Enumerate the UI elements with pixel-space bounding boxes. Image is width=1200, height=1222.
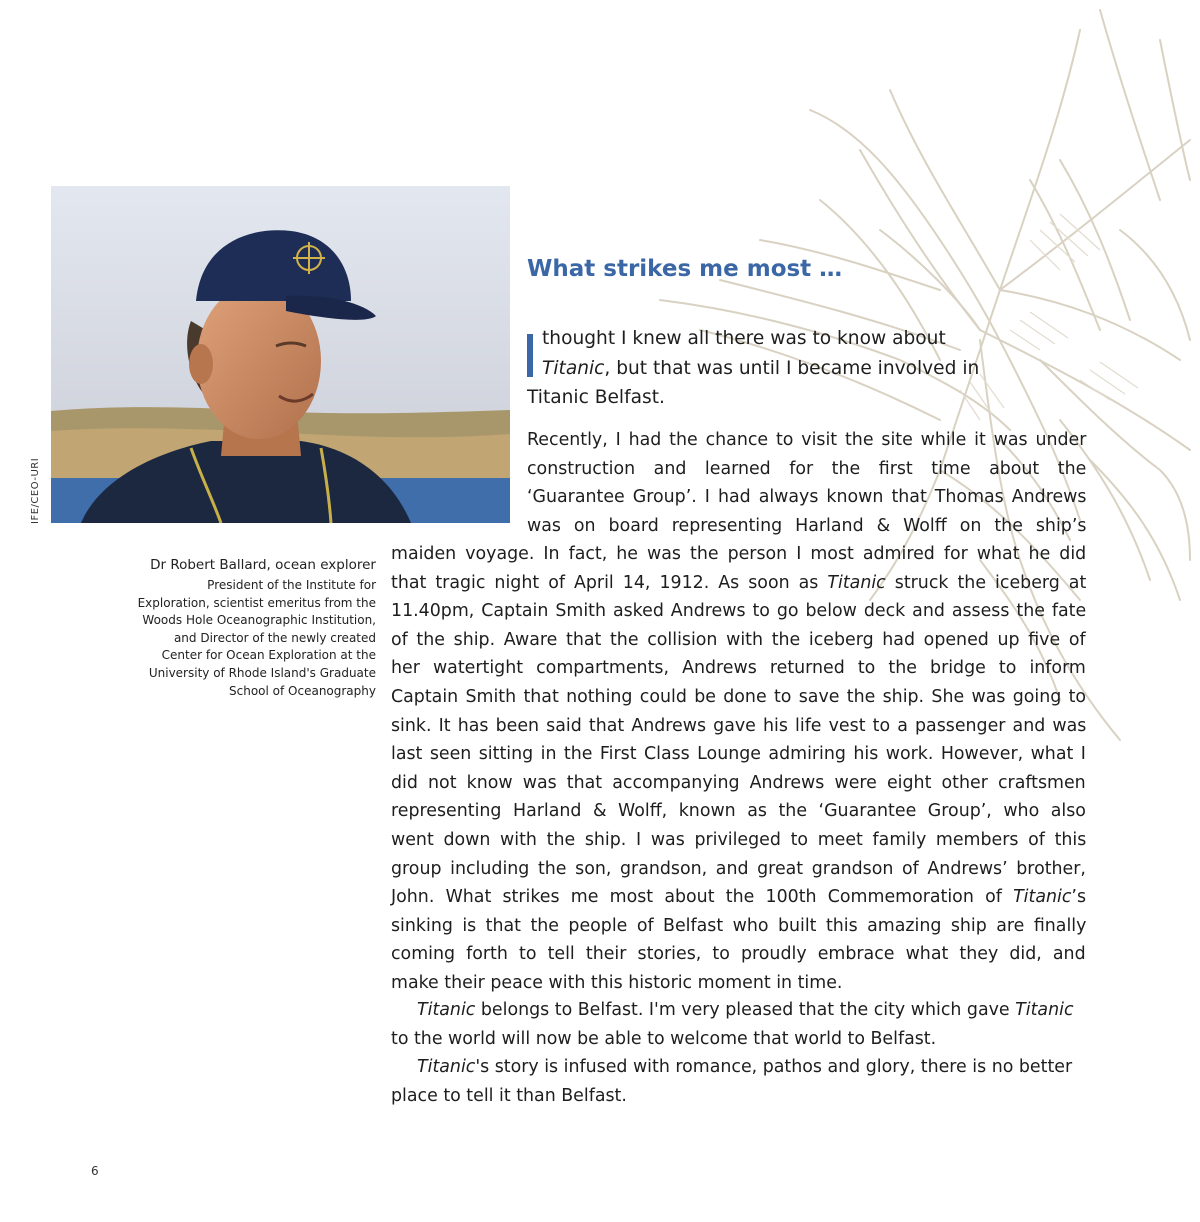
text-line: of the ship. Aware that the collision with the iceberg had opened up five of bbox=[391, 629, 1086, 650]
paragraph-1-wide bbox=[391, 540, 1086, 998]
text-line bbox=[391, 883, 1086, 912]
text-line: construction and learned for the first time about the bbox=[527, 458, 1087, 479]
paragraph-3 bbox=[391, 1053, 1086, 1110]
text-line: her watertight compartments, Andrews returned to the bridge to inform bbox=[391, 658, 1086, 679]
caption-role-line: Center for Ocean Exploration at the bbox=[161, 648, 376, 663]
text-line: coming forth to tell their stories, to proudly embrace what they did, and bbox=[391, 944, 1086, 965]
text-line: went down with the ship. I was privileged to meet family members of this bbox=[391, 829, 1087, 850]
caption-name: Dr Robert Ballard, ocean explorer bbox=[150, 557, 376, 573]
text-line: Recently, I had the chance to visit the site while it was under bbox=[527, 430, 1087, 450]
text-run: ’s bbox=[1071, 887, 1087, 908]
text-line bbox=[391, 996, 1086, 1025]
text-italic: Titanic bbox=[827, 572, 886, 593]
text-line: did not know was that accompanying Andrews were eight other craftsmen bbox=[391, 772, 1086, 793]
text-line: to the world will now be able to welcome that world to Belfast. bbox=[391, 1028, 937, 1049]
caption-role bbox=[120, 577, 376, 700]
text-line: Captain Smith that nothing could be done to save the ship. She was going to bbox=[391, 686, 1087, 707]
text-line bbox=[391, 1053, 1086, 1082]
text-line: place to tell it than Belfast. bbox=[391, 1085, 627, 1106]
caption-role-line: Woods Hole Oceanographic Institution, bbox=[142, 613, 376, 628]
text-run: John. What strikes me most about the 100th Commemoration of bbox=[391, 887, 1014, 908]
text-line: 11.40pm, Captain Smith asked Andrews to go below deck and assess the fate bbox=[391, 601, 1087, 622]
text-line: ‘Guarantee Group’. I had always known that Thomas Andrews bbox=[527, 487, 1087, 508]
text-italic: Titanic bbox=[417, 1000, 476, 1020]
text-run: 's story is infused with romance, pathos and glory, there is no better bbox=[475, 1057, 1073, 1077]
text-line: sinking is that the people of Belfast who built this amazing ship are finally bbox=[391, 915, 1087, 936]
text-run: struck the iceberg at bbox=[885, 572, 1087, 593]
text-line: make their peace with this historic moment in time. bbox=[391, 972, 843, 993]
text-line: group including the son, grandson, and great grandson of Andrews’ brother, bbox=[391, 858, 1086, 879]
intro-line-2 bbox=[527, 354, 1027, 384]
text-line: maiden voyage. In fact, he was the person I most admired for what he did bbox=[391, 544, 1087, 564]
page-number: 6 bbox=[91, 1164, 99, 1178]
caption-role-line: University of Rhode Island's Graduate bbox=[148, 665, 376, 680]
caption-role-line: President of the Institute for bbox=[207, 578, 376, 592]
article-heading: What strikes me most … bbox=[527, 256, 843, 282]
text-run: that tragic night of April 14, 1912. As soon as bbox=[391, 572, 828, 593]
text-italic: Titanic bbox=[1015, 1000, 1074, 1020]
intro-line-3: Titanic Belfast. bbox=[527, 387, 665, 408]
caption-role-line: School of Oceanography bbox=[229, 683, 376, 698]
intro-italic: Titanic bbox=[542, 357, 605, 379]
text-run: belongs to Belfast. I'm very pleased that the city which gave bbox=[475, 1000, 1016, 1020]
text-italic: Titanic bbox=[417, 1057, 476, 1077]
portrait-photo bbox=[51, 186, 510, 523]
paragraph-2 bbox=[391, 996, 1086, 1053]
text-italic: Titanic bbox=[1013, 887, 1072, 908]
text-line bbox=[391, 569, 1086, 598]
paragraph-1-narrow bbox=[527, 426, 1086, 540]
intro-paragraph bbox=[527, 324, 1027, 413]
text-line: last seen sitting in the First Class Lounge admiring his work. However, what I bbox=[391, 744, 1086, 765]
intro-line-1: thought I knew all there was to know about bbox=[542, 328, 946, 349]
text-line: representing Harland & Wolff, known as the ‘Guarantee Group’, who also bbox=[391, 801, 1086, 822]
text-line: sink. It has been said that Andrews gave his life vest to a passenger and was bbox=[391, 715, 1087, 736]
caption-role-line: Exploration, scientist emeritus from the bbox=[137, 595, 376, 610]
intro-line-2-rest: , but that was until I became involved in bbox=[604, 357, 980, 379]
text-line: was on board representing Harland & Wolff on the ship’s bbox=[527, 515, 1087, 536]
photo-caption bbox=[120, 554, 376, 700]
caption-role-line: and Director of the newly created bbox=[173, 630, 376, 645]
photo-credit: IFE/CEO-URI bbox=[30, 457, 41, 524]
